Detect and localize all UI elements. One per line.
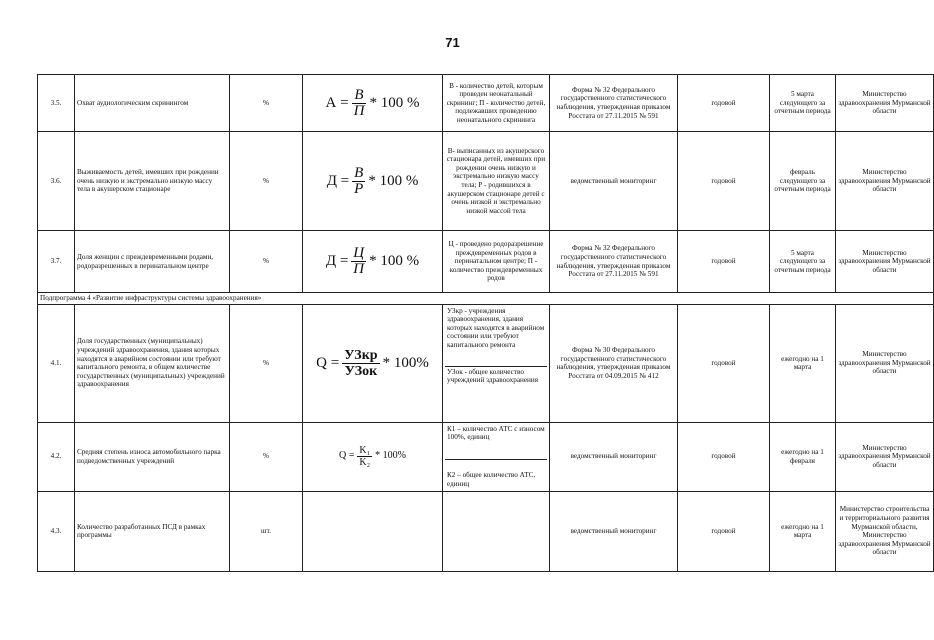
formula-denominator: П [353, 261, 365, 277]
row-number: 4.2. [38, 422, 75, 491]
unit: % [230, 422, 303, 491]
periodicity: годовой [678, 75, 770, 132]
responsible: Министерство здравоохранения Мурманской области [836, 132, 934, 231]
variables-description: В- выписанных из акушерского стационара детей, имевших при рождении очень низкую и экстремально низкую массу тела; Р - родившихся в акушерском стационаре детей с очень низкой и экстремально низкой массой тела [443, 132, 550, 231]
indicator-name: Охват аудиологическим скринингом [75, 75, 230, 132]
deadline: февраль следующего за отчетным периода [770, 132, 836, 231]
formula-rhs: * 100 % [369, 94, 420, 111]
formula-lhs: Д = [326, 172, 350, 189]
table-row [38, 304, 934, 422]
formula-lhs: А = [325, 94, 349, 111]
variable-bottom: К2 – общее количество АТС, единиц [447, 471, 536, 488]
row-number: 4.3. [38, 491, 75, 571]
formula-denominator: П [353, 102, 365, 119]
deadline: ежегодно на 1 марта [770, 304, 836, 422]
formula-rhs: * 100 % [368, 172, 419, 189]
unit: % [230, 132, 303, 231]
row-number: 3.6. [38, 132, 75, 231]
formula-numerator: Ц [353, 245, 365, 261]
formula-numerator: В [354, 164, 364, 181]
indicator-name: Выживаемость детей, имевших при рождении очень низкую и экстремально низкую массу тела в акушерском стационаре [75, 132, 230, 231]
table-row [38, 231, 934, 293]
formula-cell [303, 132, 443, 231]
formula-fraction [342, 348, 379, 379]
variables-description: В - количество детей, которым проведен неонатальный скрининг; П - количество детей, подлежавших проведению неонатального скрининга [443, 75, 550, 132]
formula-fraction [352, 166, 365, 197]
table-row [38, 491, 934, 571]
indicator-name: Доля государственных (муниципальных) учреждений здравоохранения, здания которых находятся в аварийном состоянии или требуют капитального ремонта, в общем количестве государственных (муниципальных) учреждений здравоохранения [75, 304, 230, 422]
variables-description [443, 491, 550, 571]
periodicity: годовой [678, 231, 770, 293]
data-source: ведомственный мониторинг [550, 132, 678, 231]
formula-cell [303, 231, 443, 293]
unit: % [230, 75, 303, 132]
data-source: Форма № 32 Федерального государственного статистического наблюдения, утвержденная приказом Росстата от 27.11.2015 № 591 [550, 75, 678, 132]
indicator-name: Количество разработанных ПСД в рамках программы [75, 491, 230, 571]
formula-numerator: УЗкр [344, 347, 378, 363]
formula-numerator: В [354, 86, 364, 103]
indicator-name: Средняя степень износа автомобильного парка подведомственных учреждений [75, 422, 230, 491]
formula-rhs: * 100% [375, 450, 406, 462]
periodicity: годовой [678, 422, 770, 491]
formula-fraction [352, 88, 367, 119]
row-number: 3.7. [38, 231, 75, 293]
periodicity: годовой [678, 491, 770, 571]
periodicity: годовой [678, 304, 770, 422]
deadline: 5 марта следующего за отчетным периода [770, 231, 836, 293]
formula-fraction [351, 246, 366, 277]
variable-bottom: УЗок - общее количество учреждений здравоохранения [447, 367, 539, 385]
responsible: Министерство здравоохранения Мурманской области [836, 422, 934, 491]
indicators-table [37, 74, 934, 572]
page-number: 71 [445, 35, 460, 50]
variables-description [443, 304, 550, 422]
formula-fraction [357, 445, 372, 468]
responsible: Министерство здравоохранения Мурманской области [836, 231, 934, 293]
table-row [38, 75, 934, 132]
data-source: ведомственный мониторинг [550, 491, 678, 571]
formula-cell [303, 304, 443, 422]
formula-cell [303, 75, 443, 132]
table-row [38, 132, 934, 231]
deadline: ежегодно на 1 февраля [770, 422, 836, 491]
formula-numerator: K₁ [359, 445, 371, 457]
data-source: Форма № 32 Федерального государственного статистического наблюдения, утвержденная приказом Росстата от 27.11.2015 № 591 [550, 231, 678, 293]
subprogram-title: Подпрограмма 4 «Развитие инфраструктуры системы здравоохранения» [38, 293, 934, 305]
row-number: 3.5. [38, 75, 75, 132]
unit: % [230, 231, 303, 293]
unit: % [230, 304, 303, 422]
row-number: 4.1. [38, 304, 75, 422]
formula-denominator: УЗок [344, 363, 378, 379]
table-row [38, 422, 934, 491]
deadline: ежегодно на 1 марта [770, 491, 836, 571]
formula-lhs: Д = [325, 253, 349, 270]
responsible: Министерство здравоохранения Мурманской области [836, 75, 934, 132]
deadline: 5 марта следующего за отчетным периода [770, 75, 836, 132]
periodicity: годовой [678, 132, 770, 231]
formula-lhs: Q = [316, 354, 340, 371]
subprogram-row [38, 293, 934, 305]
data-source: Форма № 30 Федерального государственного статистического наблюдения, утвержденная приказом Росстата от 04.09.2015 № 412 [550, 304, 678, 422]
formula-cell [303, 491, 443, 571]
formula [316, 348, 429, 379]
indicator-name: Доля женщин с преждевременными родами, родоразрешенных в перинатальном центре [75, 231, 230, 293]
formula [326, 246, 419, 277]
formula [339, 445, 406, 468]
responsible: Министерство строительства и территориального развития Мурманской области, Министерство здравоохранения Мурманской области [836, 491, 934, 571]
data-source: ведомственный мониторинг [550, 422, 678, 491]
formula [326, 88, 420, 119]
formula [327, 166, 419, 197]
responsible: Министерство здравоохранения Мурманской области [836, 304, 934, 422]
variable-top: К1 – количество АТС с износом 100%, единиц [445, 424, 547, 460]
variables-description: Ц - проведено родоразрешение преждевременных родов в перинатальном центре; П - количество преждевременных родов [443, 231, 550, 293]
formula-cell [303, 422, 443, 491]
unit: шт. [230, 491, 303, 571]
formula-rhs: * 100% [382, 354, 429, 371]
formula-rhs: * 100 % [369, 253, 420, 270]
variable-top: УЗкр - учреждения здравоохранения, здания которых находятся в аварийном состоянии или требуют капитального ремонта [445, 306, 547, 367]
formula-denominator: Р [354, 180, 364, 197]
formula-denominator: K₂ [359, 457, 371, 469]
formula-lhs: Q = [339, 450, 355, 462]
variables-description [443, 422, 550, 491]
